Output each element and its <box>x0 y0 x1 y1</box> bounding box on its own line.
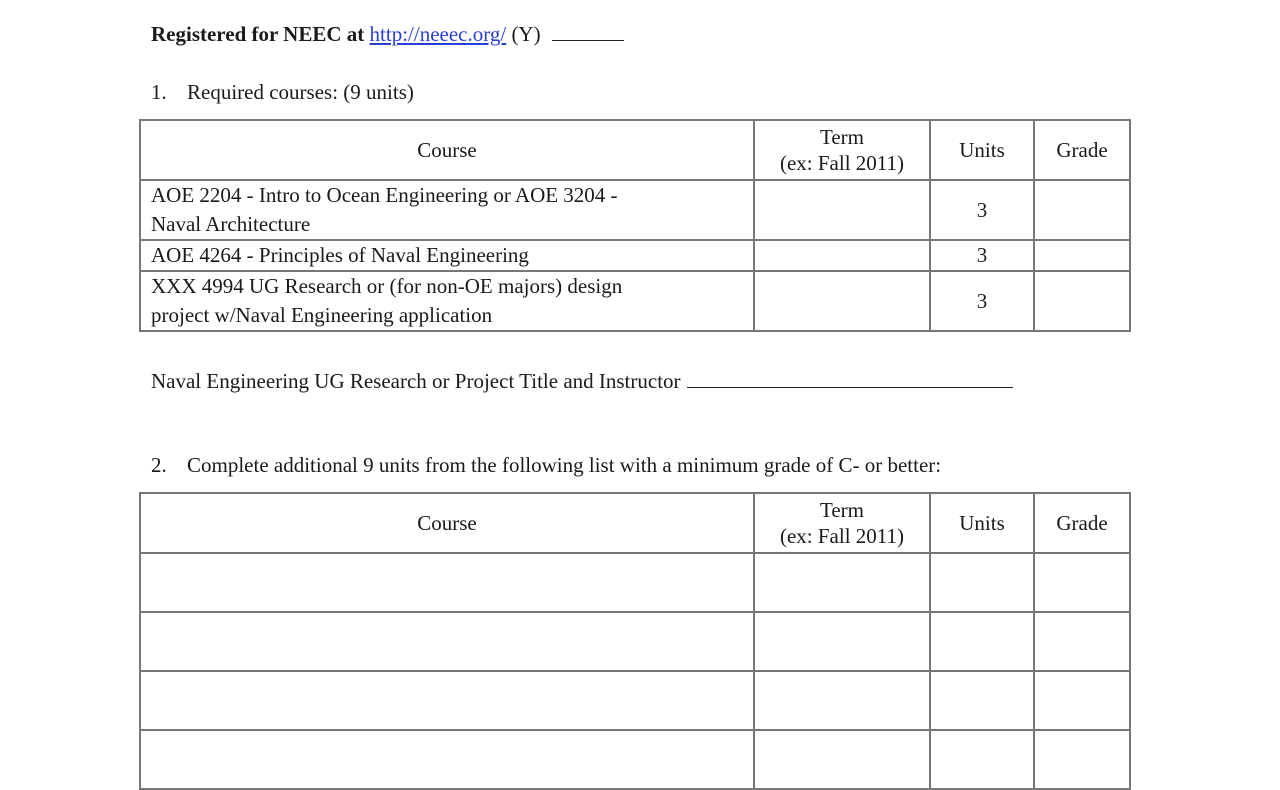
grade-cell[interactable] <box>1034 271 1130 331</box>
section2-heading <box>151 453 941 478</box>
units-cell[interactable] <box>930 671 1034 730</box>
registration-line <box>151 22 624 47</box>
course-cell <box>140 180 754 240</box>
header-term-label: Term <box>819 125 864 149</box>
course-name-line1: XXX 4994 UG Research or (for non-OE majors) design <box>151 274 623 298</box>
term-cell[interactable] <box>754 553 930 612</box>
header-term <box>754 120 930 180</box>
table-row <box>140 271 1130 331</box>
instructor-label: Naval Engineering UG Research or Project Title and Instructor <box>151 369 681 393</box>
header-course: Course <box>140 493 754 553</box>
instructor-blank-field[interactable] <box>687 369 1013 388</box>
table-row <box>140 240 1130 271</box>
instructor-line <box>151 369 1013 394</box>
grade-cell[interactable] <box>1034 553 1130 612</box>
header-term <box>754 493 930 553</box>
header-units: Units <box>930 120 1034 180</box>
grade-cell[interactable] <box>1034 180 1130 240</box>
course-cell[interactable] <box>140 671 754 730</box>
table-row <box>140 612 1130 671</box>
section1-title: Required courses: (9 units) <box>187 80 414 104</box>
course-cell <box>140 271 754 331</box>
term-cell[interactable] <box>754 240 930 271</box>
grade-cell[interactable] <box>1034 612 1130 671</box>
course-name-line2: Naval Architecture <box>151 212 311 236</box>
table-header-row <box>140 493 1130 553</box>
units-cell[interactable] <box>930 553 1034 612</box>
term-cell[interactable] <box>754 271 930 331</box>
section2-title: Complete additional 9 units from the following list with a minimum grade of C- or better: <box>187 453 942 477</box>
course-cell <box>140 240 754 271</box>
units-cell: 3 <box>930 271 1034 331</box>
units-cell[interactable] <box>930 612 1034 671</box>
header-term-label: Term <box>819 498 864 522</box>
grade-cell[interactable] <box>1034 671 1130 730</box>
neec-link[interactable]: http://neeec.org/ <box>369 22 507 46</box>
term-cell[interactable] <box>754 612 930 671</box>
registration-suffix: (Y) <box>511 22 541 46</box>
course-name-line1: AOE 4264 - Principles of Naval Engineering <box>151 243 529 267</box>
course-name-line2: project w/Naval Engineering application <box>151 303 493 327</box>
grade-cell[interactable] <box>1034 240 1130 271</box>
header-grade: Grade <box>1034 493 1130 553</box>
course-cell[interactable] <box>140 612 754 671</box>
elective-courses-table <box>139 492 1131 790</box>
table-header-row <box>140 120 1130 180</box>
section2-number: 2. <box>151 453 167 477</box>
units-cell: 3 <box>930 180 1034 240</box>
table-row <box>140 180 1130 240</box>
course-cell[interactable] <box>140 553 754 612</box>
header-course: Course <box>140 120 754 180</box>
header-term-example: (ex: Fall 2011) <box>779 151 905 175</box>
course-name-line1: AOE 2204 - Intro to Ocean Engineering or AOE 3204 - <box>151 183 618 207</box>
registration-blank-field[interactable] <box>552 22 624 41</box>
table-row <box>140 553 1130 612</box>
header-grade: Grade <box>1034 120 1130 180</box>
table-row <box>140 671 1130 730</box>
section1-heading <box>151 80 414 105</box>
header-units: Units <box>930 493 1034 553</box>
required-courses-table <box>139 119 1131 332</box>
registration-prefix: Registered for NEEC at <box>151 22 365 46</box>
section1-number: 1. <box>151 80 167 104</box>
term-cell[interactable] <box>754 671 930 730</box>
header-term-example: (ex: Fall 2011) <box>779 524 905 548</box>
units-cell: 3 <box>930 240 1034 271</box>
term-cell[interactable] <box>754 180 930 240</box>
